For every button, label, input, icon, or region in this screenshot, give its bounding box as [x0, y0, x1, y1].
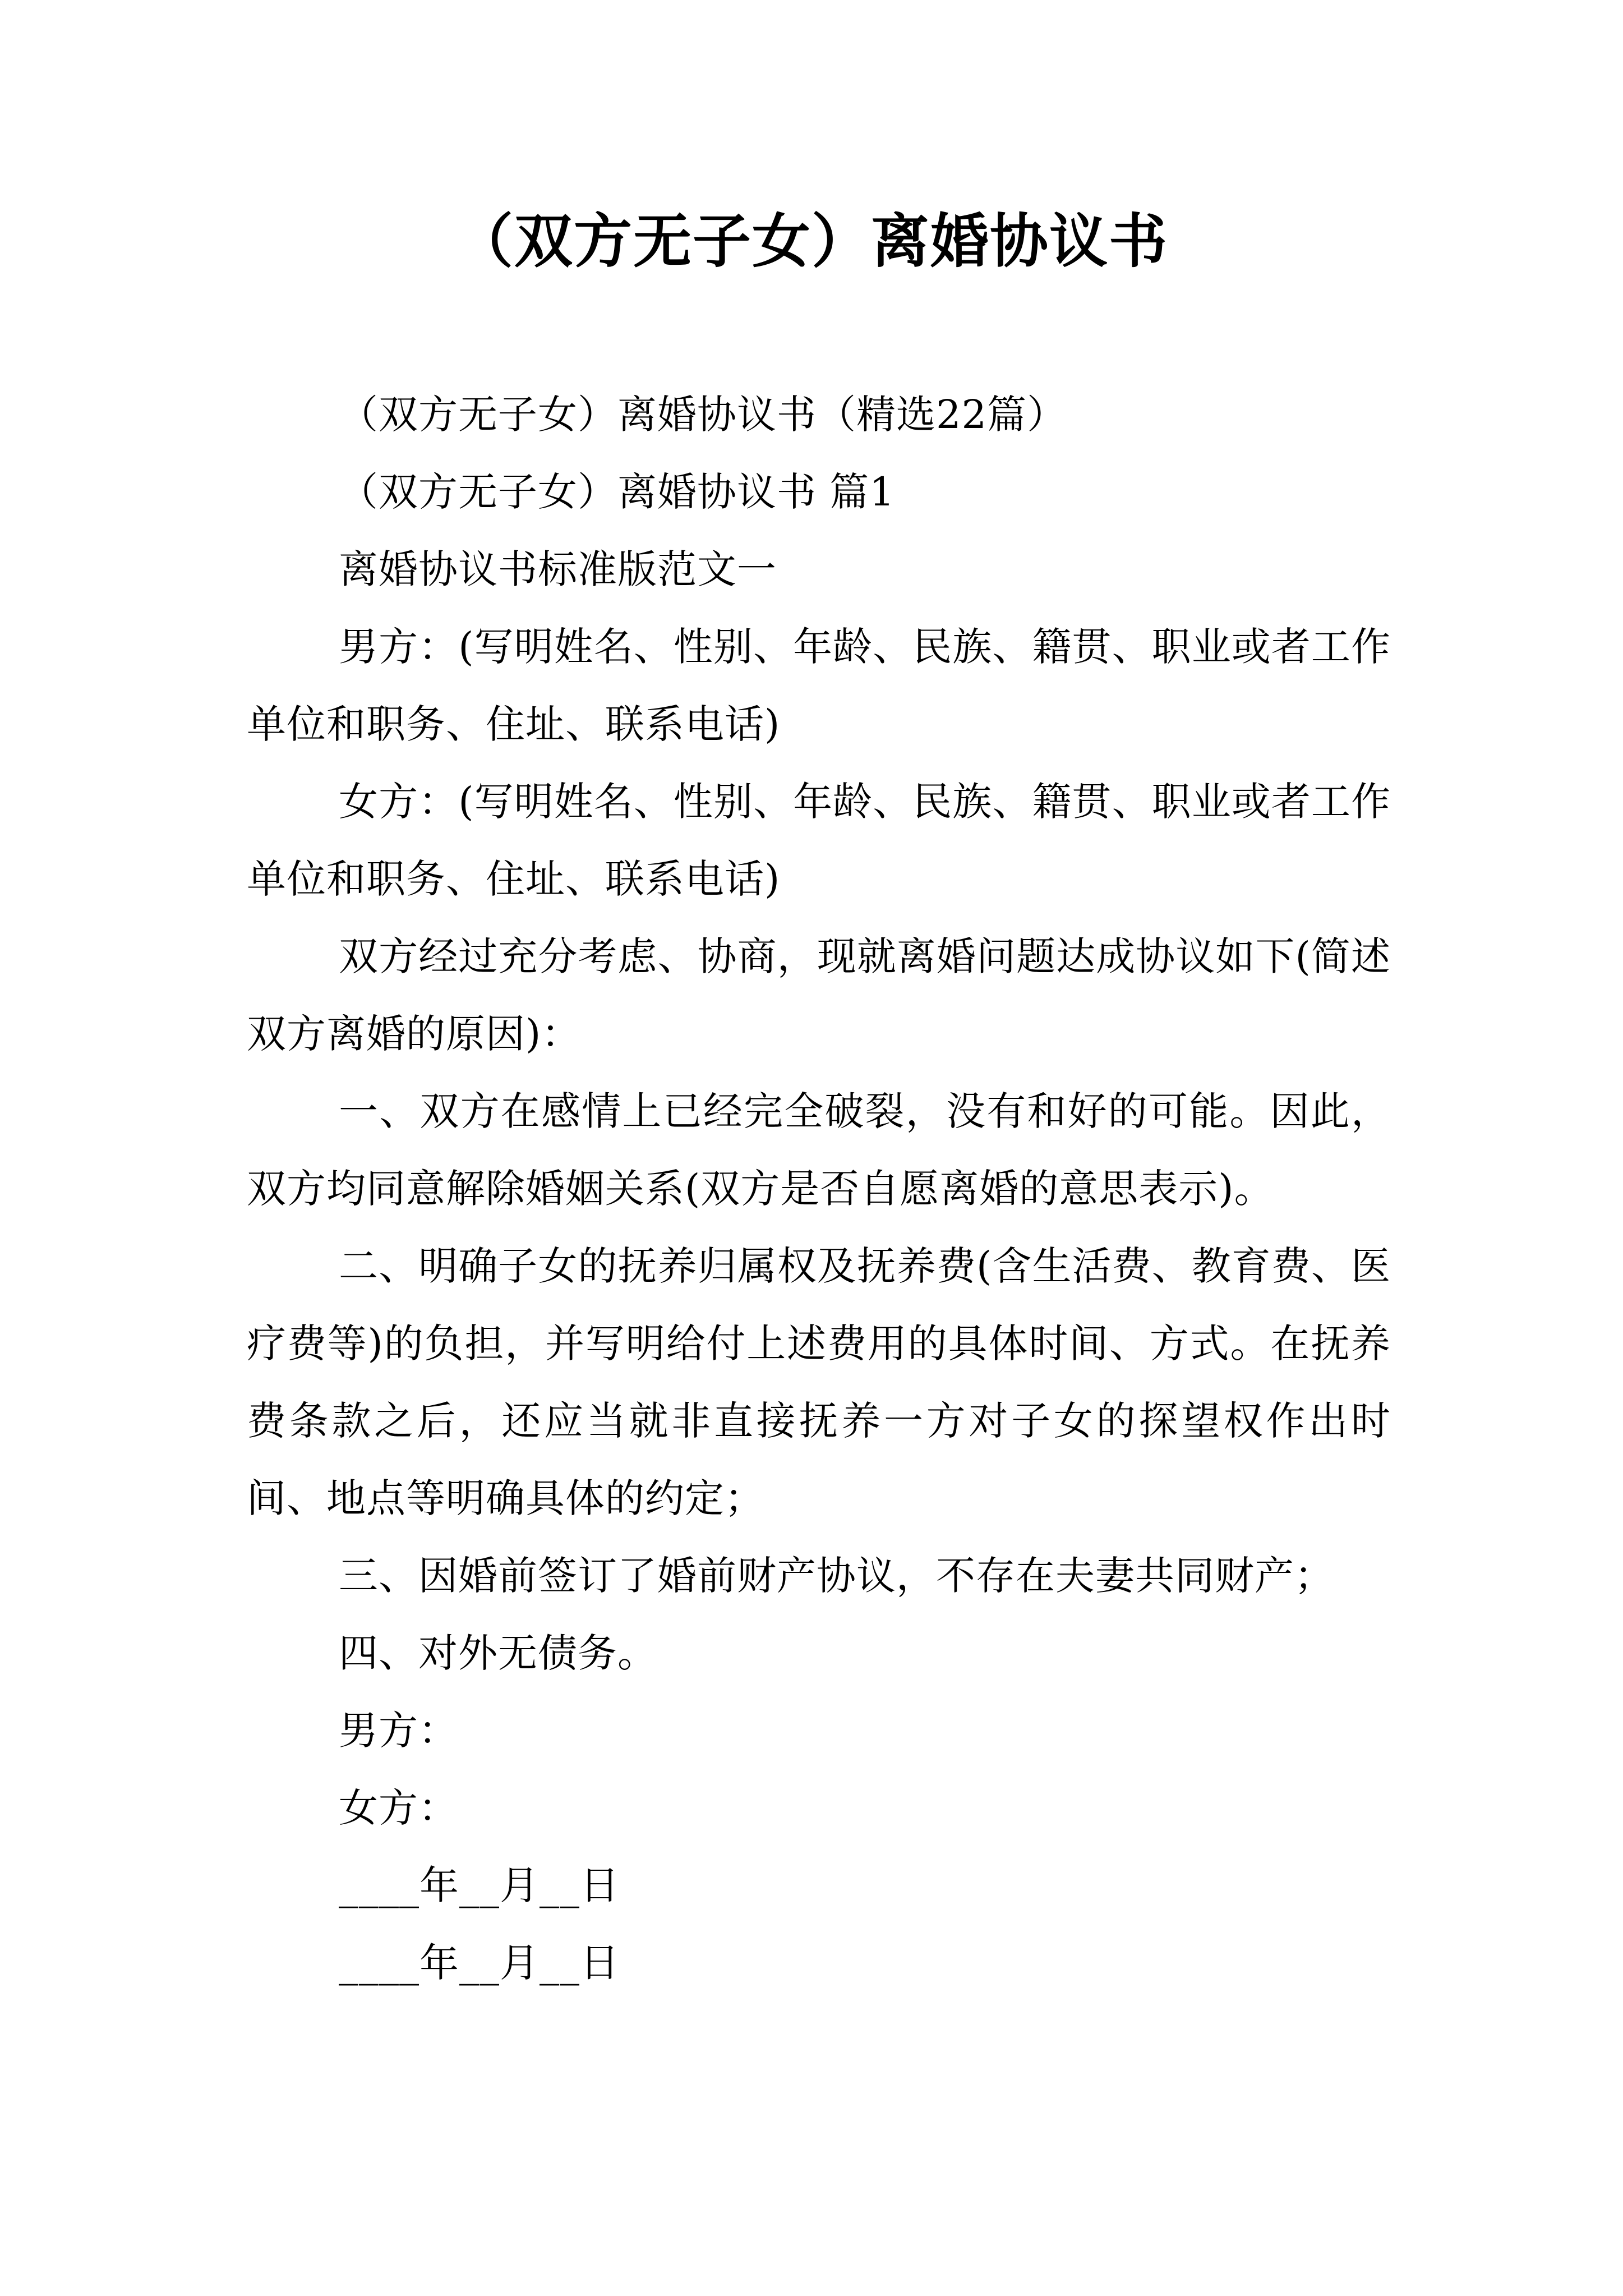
signature-male: 男方： [339, 1708, 458, 1754]
date-line: ____年__月__日 [339, 1862, 620, 1908]
paragraph-clause-4: 四、对外无债务。 [339, 1630, 657, 1676]
paragraph-clause-3: 三、因婚前签订了婚前财产协议，不存在夫妻共同财产； [339, 1553, 1334, 1599]
paragraph-clause-1: 一、双方在感情上已经完全破裂，没有和好的可能。因此，双方均同意解除婚姻关系(双方是否自愿离婚的意思表示)。 [247, 1088, 1391, 1212]
paragraph-male-party: 男方：(写明姓名、性别、年龄、民族、籍贯、职业或者工作单位和职务、住址、联系电话) [247, 624, 1391, 747]
paragraph-clause-2: 二、明确子女的抚养归属权及抚养费(含生活费、教育费、医疗费等)的负担，并写明给付上述费用的具体时间、方式。在抚养费条款之后，还应当就非直接抚养一方对子女的探望权作出时间、地点等明确具体的约定； [247, 1243, 1391, 1521]
paragraph-template-heading: 离婚协议书标准版范文一 [339, 546, 777, 592]
paragraph-female-party: 女方：(写明姓名、性别、年龄、民族、籍贯、职业或者工作单位和职务、住址、联系电话) [247, 779, 1391, 902]
date-line: ____年__月__日 [339, 1940, 620, 1986]
paragraph-subtitle: （双方无子女）离婚协议书（精选22篇） [339, 392, 1067, 438]
signature-female: 女方： [339, 1785, 458, 1831]
paragraph-section-heading: （双方无子女）离婚协议书 篇1 [339, 469, 895, 515]
document-body [247, 376, 1391, 2001]
document-title: （双方无子女）离婚协议书 [454, 207, 1168, 275]
paragraph-agreement-intro: 双方经过充分考虑、协商，现就离婚问题达成协议如下(简述双方离婚的原因)： [247, 933, 1391, 1057]
